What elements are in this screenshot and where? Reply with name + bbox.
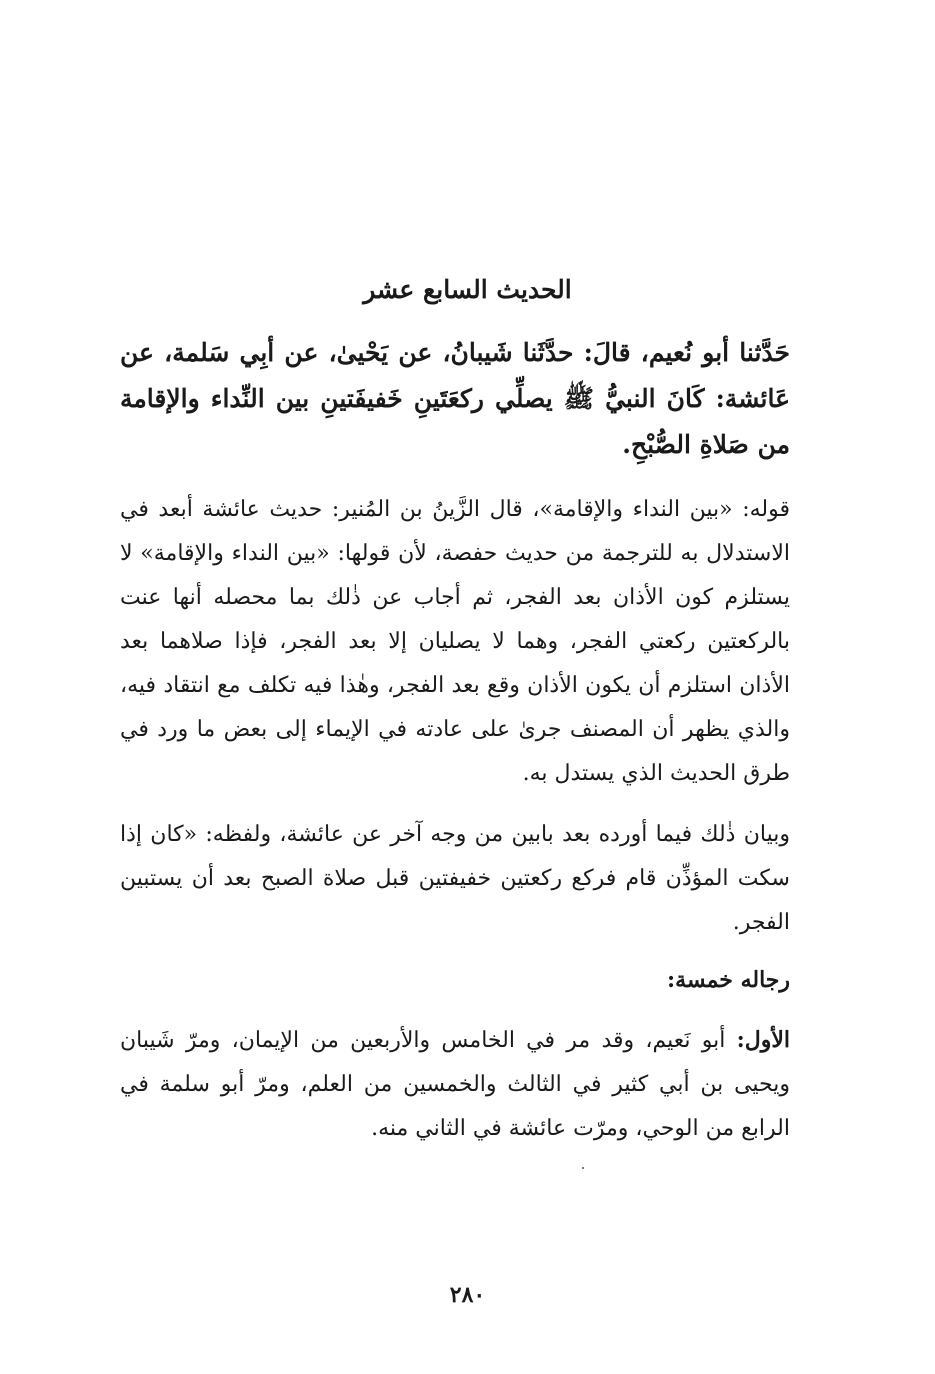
narrator-first-label: الأول: xyxy=(736,1027,790,1053)
narrator-first-text: أبو نَعيم، وقد مر في الخامس والأربعين من الإيمان، ومرّ شَيبان ويحيى بن أبي كثير في الثالث والخمسين من العلم، ومرّ أبو سلمة في الرابع من الوحي، ومرّت عائشة في الثاني منه. xyxy=(120,1028,790,1141)
commentary-paragraph-2: وبيان ذٰلك فيما أورده بعد بابين من وجه آخر عن عائشة، ولفظه: «كان إذا سكت المؤذِّن قام فركع ركعتين خفيفتين قبل صلاة الصبح بعد أن يستبين الفجر. xyxy=(120,822,790,935)
narrators-heading: رجاله خمسة: xyxy=(667,967,790,993)
page-number: ٢٨٠ xyxy=(449,1282,486,1308)
hadith-text: حَدَّثنا أبو نُعيم، قالَ: حدَّثَنا شَيبانُ، عن يَحْيىٰ، عن أبِي سَلمة، عن عَائشة: كَانَ النبيُّ ﷺ يصلِّي ركعَتَينِ خَفيفَتينِ بين النِّداء والإقامة من صَلاةِ الصُّبْحِ. xyxy=(120,338,790,459)
page-speck xyxy=(582,1167,584,1169)
commentary-paragraph-1: قوله: «بين النداء والإقامة»، قال الزَّينُ بن المُنير: حديث عائشة أبعد في الاستدلال به للترجمة من حديث حفصة، لأن قولها: «بين النداء والإقامة» لا يستلزم كون الأذان بعد الفجر، ثم أجاب عن ذٰلك بما محصله أنها عنت بالركعتين ركعتي الفجر، وهما لا يصليان إلا بعد الفجر، فإذا صلاهما بعد الأذان استلزم أن يكون الأذان وقع بعد الفجر، وهٰذا فيه تكلف مع انتقاد فيه، والذي يظهر أن المصنف جرىٰ على عادته في الإيماء إلى بعض ما ورد في طرق الحديث الذي يستدل به. xyxy=(120,497,790,786)
narrators-paragraph xyxy=(120,1018,790,1151)
section-heading: الحديث السابع عشر xyxy=(363,275,572,304)
